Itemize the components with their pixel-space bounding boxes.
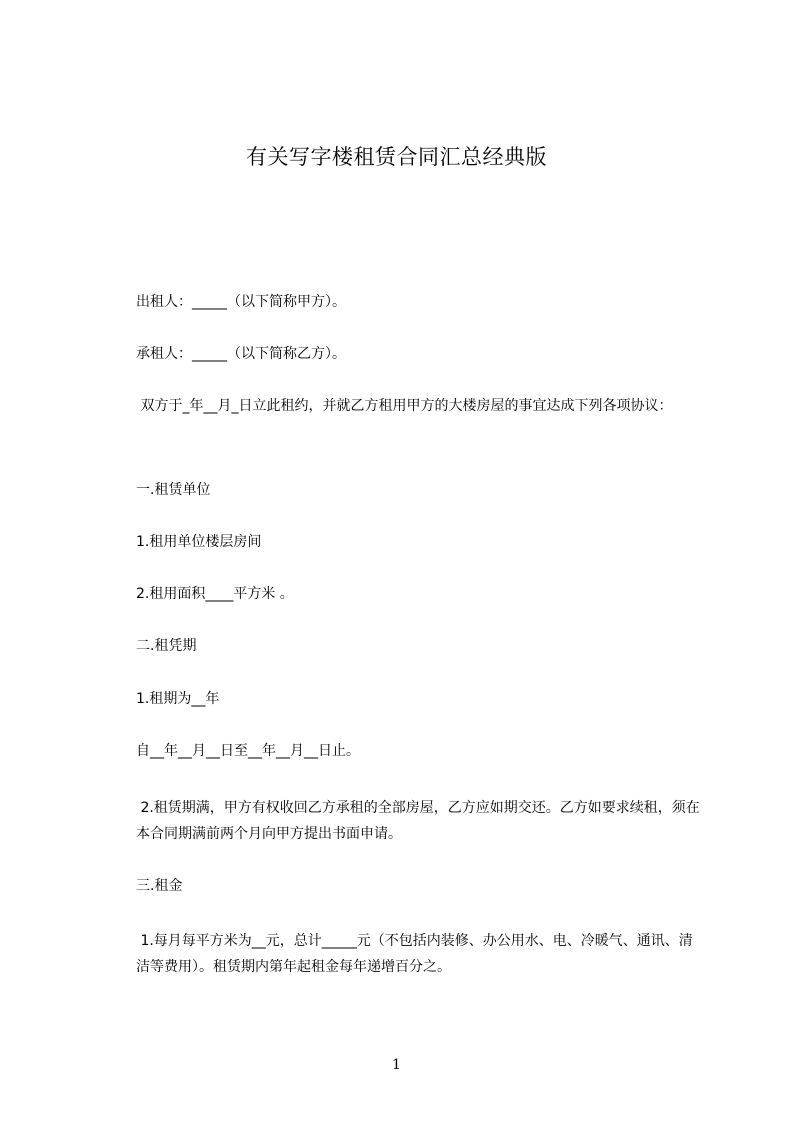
clause-monthly-rent: 1.每月每平方米为__元，总计_____元（不包括内装修、办公用水、电、冷暖气、通讯、清洁等费用）。租赁期内第年起租金每年递增百分之。 [136,933,693,975]
clause-rental-area: 2.租用面积____平方米 。 [136,586,294,602]
lessee-line: 承租人：_____（以下简称乙方）。 [136,346,346,362]
document-title: 有关写字楼租赁合同汇总经典版 [246,145,547,169]
section-heading-rental-unit: 一.租赁单位 [136,482,211,498]
clause-lease-expiry: 2.租赁期满，甲方有权收回乙方承租的全部房屋，乙方应如期交还。乙方如要求续租，须在本合同期满前两个月向甲方提出书面申请。 [136,800,700,842]
agreement-intro: 双方于_年__月_日立此租约，并就乙方租用甲方的大楼房屋的事宜达成下列各项协议： [136,398,673,414]
page-number: 1 [392,1057,401,1073]
clause-lease-dates: 自__年__月__日至__年__月__日止。 [136,743,360,759]
section-heading-rent: 三.租金 [136,878,183,894]
clause-lease-years: 1.租期为__年 [136,691,220,707]
section-heading-lease-term: 二.租凭期 [136,638,197,654]
lessor-line: 出租人：_____（以下简称甲方）。 [136,294,346,310]
clause-rental-unit-floor: 1.租用单位楼层房间 [136,534,262,550]
